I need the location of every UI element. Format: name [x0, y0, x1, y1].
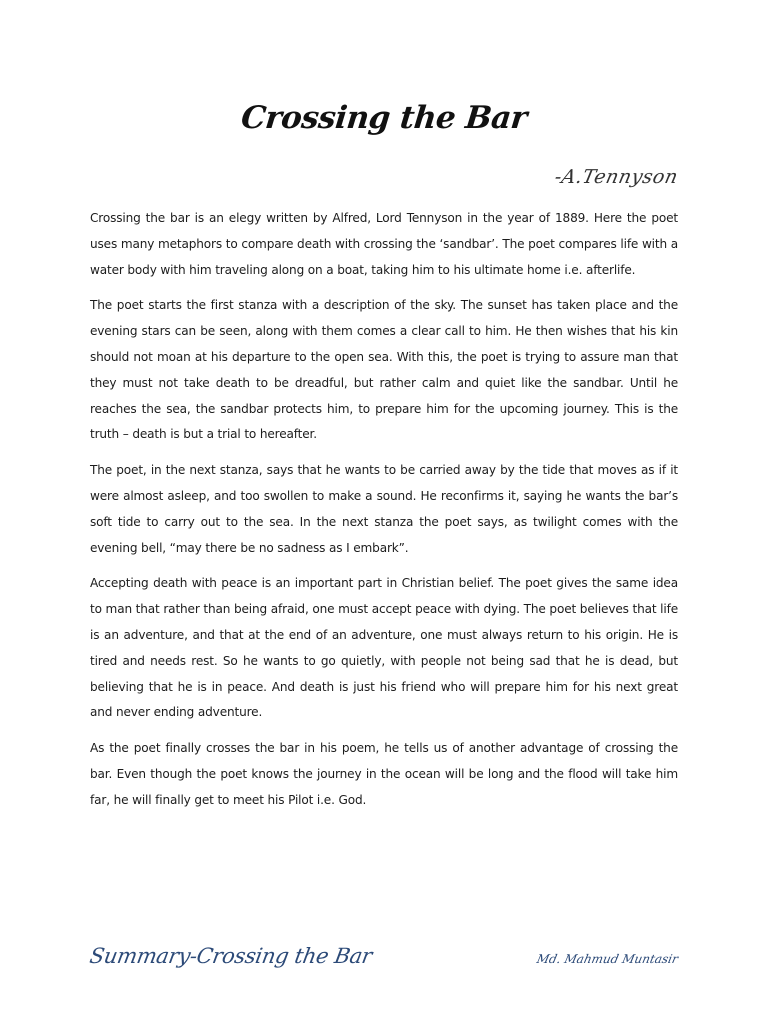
paragraph-5: As the poet finally crosses the bar in his poem, he tells us of another advantage of crossing the bar. Even though the poet knows the journey in the ocean will be long and the flood will take him far, he will finally get to meet his Pilot i.e. God.: [90, 741, 678, 807]
body-text: [90, 206, 678, 824]
paragraph-4: Accepting death with peace is an important part in Christian belief. The poet gives the same idea to man that rather than being afraid, one must accept peace with dying. The poet believes that life is an adventure, and that at the end of an adventure, one must always return to his origin. He is tired and needs rest. So he wants to go quietly, with people not being sad that he is dead, but believing that he is in peace. And death is just his friend who will prepare him for his next great and never ending adventure.: [90, 576, 678, 720]
author-signature: -A.Tennyson: [552, 166, 681, 188]
page-title: Crossing the Bar: [239, 100, 529, 136]
paragraph-2: The poet starts the first stanza with a description of the sky. The sunset has taken place and the evening stars can be seen, along with them comes a clear call to him. He then wishes that his kin should not moan at his departure to the open sea. With this, the poet is trying to assure man that they must not take death to be dreadful, but rather calm and quiet like the sandbar. Until he reaches the sea, the sandbar protects him, to prepare him for the upcoming journey. This is the truth – death is but a trial to hereafter.: [90, 298, 678, 442]
paragraph-1: Crossing the bar is an elegy written by Alfred, Lord Tennyson in the year of 1889. Here the poet uses many metaphors to compare death with crossing the ‘sandbar’. The poet compares life with a water body with him traveling along on a boat, taking him to his ultimate home i.e. afterlife.: [90, 211, 678, 277]
footer-title: Summary-Crossing the Bar: [87, 944, 374, 968]
paragraph-3: The poet, in the next stanza, says that he wants to be carried away by the tide that moves as if it were almost asleep, and too swollen to make a sound. He reconfirms it, saying he wants the bar’s soft tide to carry out to the sea. In the next stanza the poet says, as twilight comes with the evening bell, “may there be no sadness as I embark”.: [90, 463, 678, 555]
footer-author: Md. Mahmud Muntasir: [535, 952, 680, 966]
